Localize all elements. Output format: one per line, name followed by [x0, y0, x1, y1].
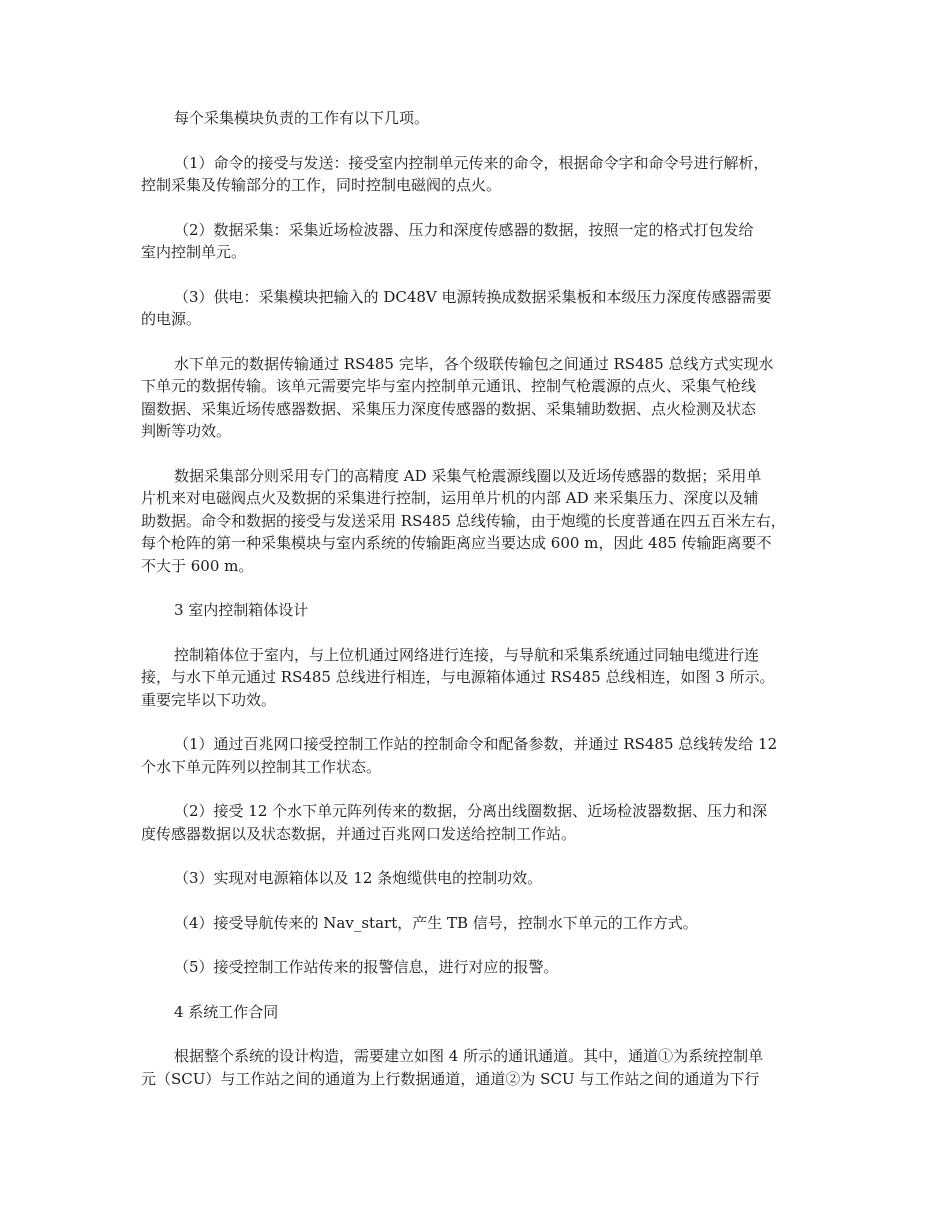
paragraph-data-acquisition	[141, 465, 831, 578]
text-line: 每个采集模块负责的工作有以下几项。	[174, 109, 430, 127]
paragraph-function-5	[141, 956, 831, 979]
text-line: 助数据。命令和数据的接受与发送采用 RS485 总线传输，由于炮缆的长度普通在四五百米左右，	[141, 511, 786, 530]
text-line: 水下单元的数据传输通过 RS485 完毕，各个级联传输包之间通过 RS485 总线方式实现水	[174, 354, 774, 373]
paragraph-control-box	[141, 644, 831, 712]
text-line: 数据采集部分则采用专门的高精度 AD 采集气枪震源线圈以及近场传感器的数据；采用单	[174, 466, 762, 485]
text-line: （2）接受 12 个水下单元阵列传来的数据，分离出线圈数据、近场检波器数据、压力和深	[174, 802, 768, 820]
paragraph-item-1	[141, 152, 831, 197]
text-line: （1）命令的接受与发送：接受室内控制单元传来的命令，根据命令字和命令号进行解析，	[174, 153, 769, 172]
paragraph-item-2	[141, 219, 831, 264]
text-line: 控制采集及传输部分的工作，同时控制电磁阀的点火。	[141, 176, 502, 194]
text-line: 重要完毕以下功效。	[141, 690, 277, 709]
text-line: 接，与水下单元通过 RS485 总线进行相连，与电源箱体通过 RS485 总线相连，如图 3 所示。	[141, 668, 775, 686]
text-line: （2）数据采集：采集近场检波器、压力和深度传感器的数据，按照一定的格式打包发给	[174, 220, 754, 239]
heading-text: 3 室内控制箱体设计	[174, 601, 309, 619]
text-line: （4）接受导航传来的 Nav_start，产生 TB 信号，控制水下单元的工作方式。	[174, 913, 698, 932]
text-line: 控制箱体位于室内，与上位机通过网络进行连接，与导航和采集系统通过同轴电缆进行连	[174, 645, 760, 664]
text-line: 片机来对电磁阀点火及数据的采集进行控制，运用单片机的内部 AD 来采集压力、深度以及辅	[141, 489, 759, 507]
text-line: 元（SCU）与工作站之间的通道为上行数据通道，通道②为 SCU 与工作站之间的通道为下行	[141, 1069, 760, 1088]
heading-text: 4 系统工作合同	[174, 1002, 279, 1021]
text-line: 判断等功效。	[141, 422, 232, 440]
text-line: 圈数据、采集近场传感器数据、采集压力深度传感器的数据、采集辅助数据、点火检测及状态	[141, 399, 757, 418]
paragraph-function-2	[141, 800, 831, 845]
text-line: 个水下单元阵列以控制其工作状态。	[141, 757, 382, 776]
paragraph-function-3	[141, 867, 831, 890]
text-line: 不大于 600 m。	[141, 556, 254, 575]
paragraph-function-1	[141, 733, 831, 778]
section-heading-3	[141, 599, 831, 622]
text-line: （5）接受控制工作站传来的报警信息，进行对应的报警。	[174, 958, 559, 976]
text-line: （1）通过百兆网口接受控制工作站的控制命令和配备参数，并通过 RS485 总线转发给 12	[174, 735, 778, 753]
text-line: 根据整个系统的设计构造，需要建立如图 4 所示的通讯通道。其中，通道①为系统控制单	[174, 1047, 764, 1065]
paragraph-communication-channels	[141, 1045, 831, 1090]
section-heading-4	[141, 1001, 831, 1024]
document-page	[141, 107, 831, 1112]
text-line: 的电源。	[141, 310, 202, 328]
paragraph-function-4	[141, 912, 831, 935]
paragraph-intro	[141, 107, 831, 130]
text-line: （3）实现对电源箱体以及 12 条炮缆供电的控制功效。	[174, 869, 543, 887]
text-line: （3）供电：采集模块把输入的 DC48V 电源转换成数据采集板和本级压力深度传感器需要	[174, 287, 772, 306]
paragraph-underwater-transmission	[141, 353, 831, 443]
text-line: 下单元的数据传输。该单元需要完毕与室内控制单元通讯、控制气枪震源的点火、采集气枪线	[141, 377, 757, 395]
paragraph-item-3	[141, 286, 831, 331]
text-line: 室内控制单元。	[141, 243, 247, 261]
text-line: 度传感器数据以及状态数据，并通过百兆网口发送给控制工作站。	[141, 824, 577, 843]
text-line: 每个枪阵的第一种采集模块与室内系统的传输距离应当要达成 600 m，因此 485 传输距离要不	[141, 534, 772, 552]
